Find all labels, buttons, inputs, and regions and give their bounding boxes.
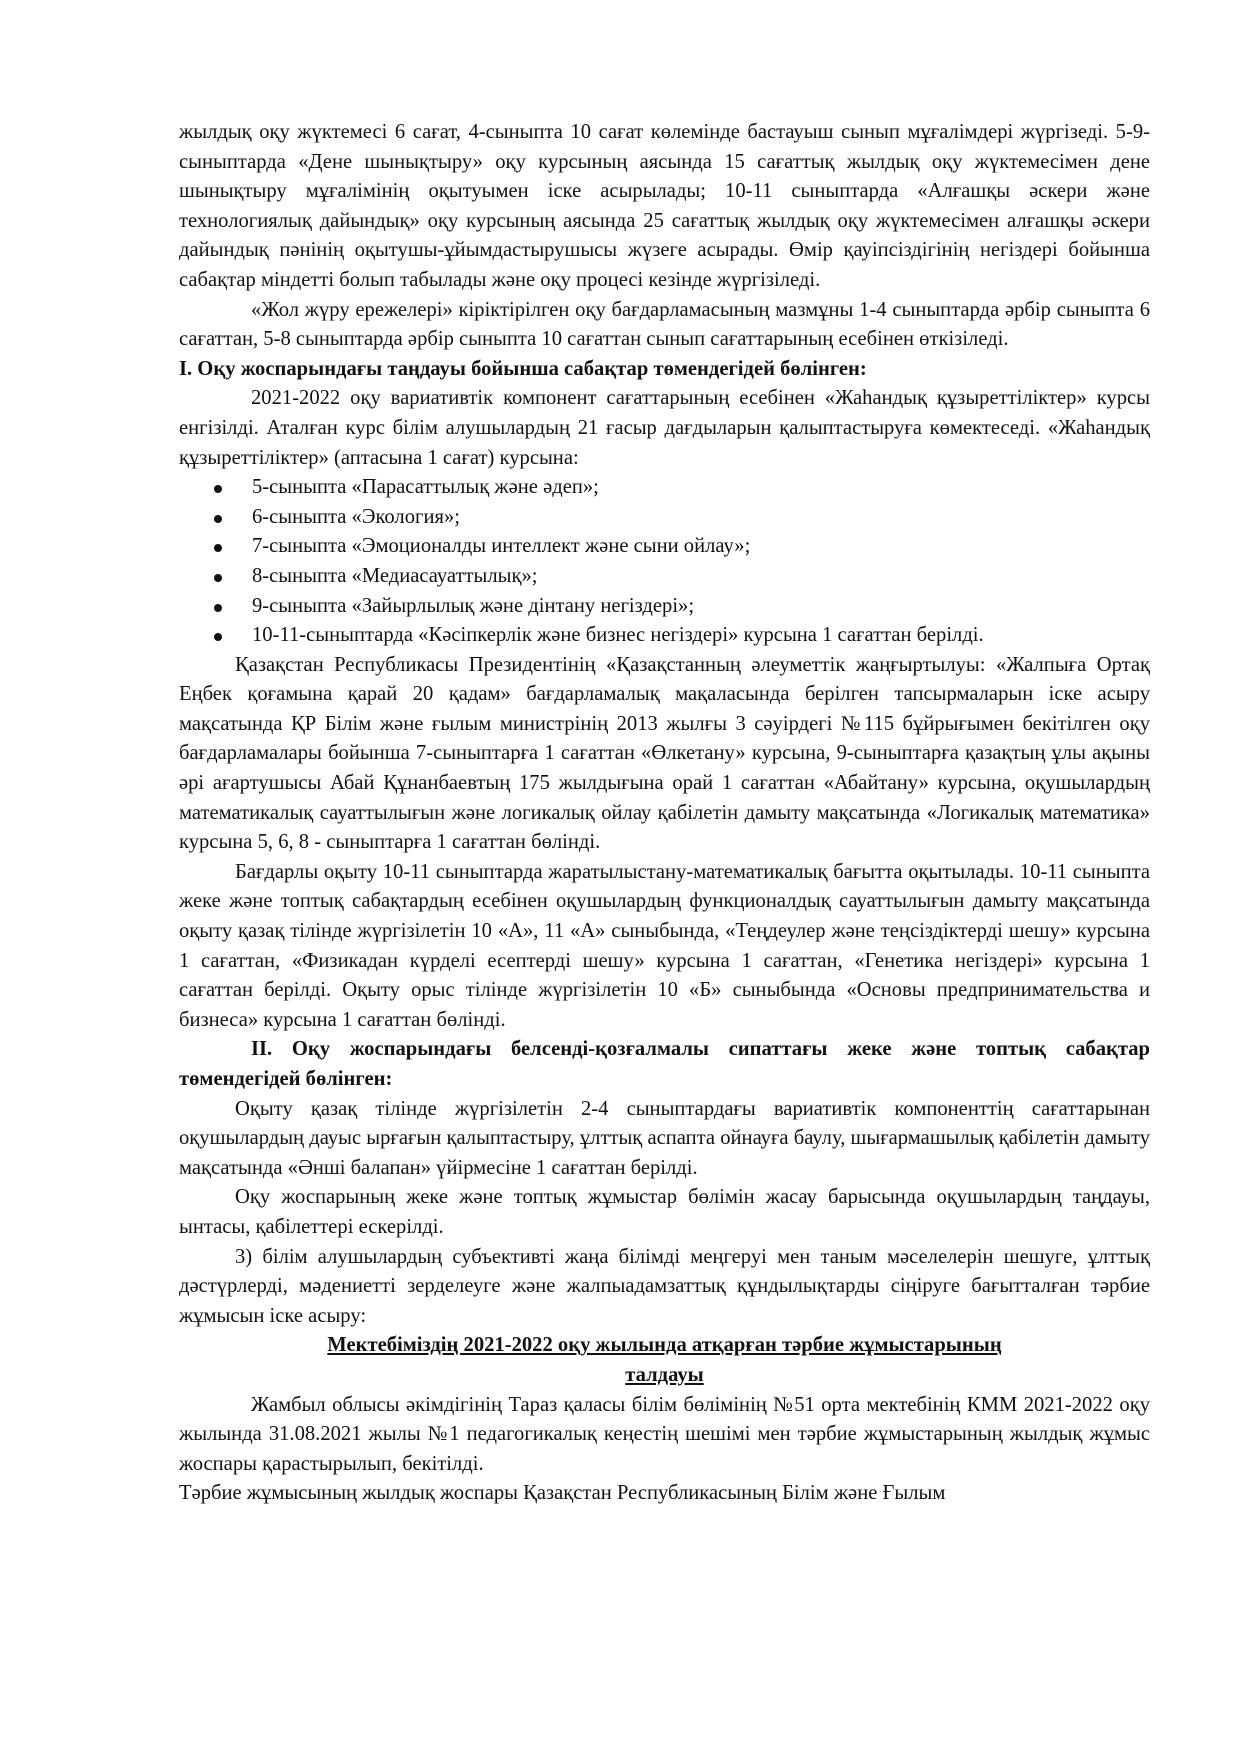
section-heading-elective: І. Оқу жоспарындағы таңдауы бойынша сабақтар төмендегідей бөлінген: — [179, 357, 867, 380]
section-title-analysis — [179, 1331, 1150, 1390]
bullet-icon — [214, 604, 222, 612]
section-title-line-2: талдауы — [625, 1363, 704, 1386]
paragraph-profile-education: Бағдарлы оқыту 10-11 сыныптарда жаратылыстану-математикалық бағытта оқытылады. 10-11 сыныпта жеке және топтық сабақтардың есебінен оқушылардың функционалдық сауаттылығын дамыту мақсатында оқыту қазақ тілінде жүргізілетін 10 «А», 11 «А» сыныбында, «Теңдеулер және теңсіздіктерді шешу» курсына 1 сағаттан, «Физикадан күрделі есептерді шешу» курсына 1 сағаттан, «Генетика негіздері» курсына 1 сағаттан берілді. Оқыту орыс тілінде жүргізілетін 10 «Б» сыныбында «Основы предпринимательства и бизнеса» курсына 1 сағаттан бөлінді. — [179, 860, 1150, 1031]
paragraph-physical-education: жылдық оқу жүктемесі 6 сағат, 4-сыныпта 10 сағат көлемінде бастауыш сынып мұғалімдері жүргізеді. 5-9-сыныптарда «Дене шынықтыру» оқу курсының аясында 15 сағаттық жылдық оқу жүктемесімен дене шынықтыру мұғалімінің оқытуымен іске асырылады; 10-11 сыныптарда «Алғашқы әскери және технологиялық дайындық» оқу курсының аясында 25 сағаттық жылдық оқу жүктемесімен алғашқы әскери дайындық пәнінің оқытушы-ұйымдастырушысы жүзеге асырады. Өмір қауіпсіздігінің негіздері бойынша сабақтар міндетті болып табылады және оқу процесі кезінде жүргізіледі. — [179, 121, 1150, 291]
paragraph-traffic-rules: «Жол жүру ережелері» кіріктірілген оқу бағдарламасының мазмұны 1-4 сыныптарда әрбір сыныпта 6 сағаттан, 5-8 сыныптарда әрбір сыныпта 10 сағаттан сынып сағаттарының есебінен өткізіледі. — [179, 298, 1150, 351]
section-title-line-1: Мектебіміздің 2021-2022 оқу жылында атқарған тәрбие жұмыстарының — [327, 1334, 1002, 1357]
paragraph-singing-club: Оқыту қазақ тілінде жүргізілетін 2-4 сыныптардағы вариативтік компоненттің сағаттарынан оқушылардың дауыс ырғағын қалыптастыру, ұлттық аспапта ойнауға баулу, шығармашылық қабілетін дамыту мақсатында «Әнші балапан» үйірмесіне 1 сағаттан берілді. — [179, 1097, 1150, 1179]
paragraph-president-program: Қазақстан Республикасы Президентінің «Қазақстанның әлеуметтік жаңғыртылуы: «Жалпыға Ортақ Еңбек қоғамына қарай 20 қадам» бағдарламалық мақаласында берілген тапсырмаларын іске асыру мақсатында ҚР Білім және ғылым министрінің 2013 жылғы 3 сәуірдегі №115 бұйрығымен бекітілген оқу бағдарламалары бойынша 7-сыныптарға 1 сағаттан «Өлкетану» курсына, 9-сыныптарға қазақтың ұлы ақыны әрі ағартушысы Абай Құнанбаевтың 175 жылдығына орай 1 сағаттан «Абайтану» курсына, оқушылардың математикалық сауаттылығын және логикалық ойлау қабілетін дамыту мақсатында «Логикалық математика» курсына 5, 6, 8 - сыныптарға 1 сағаттан бөлінді. — [179, 653, 1150, 854]
list-item-text: 7-сыныпта «Эмоционалды интеллект және сыни ойлау»; — [252, 535, 751, 558]
paragraph-upbringing-work: 3) білім алушылардың субъективті жаңа білімді меңгеруі мен таным мәселелерін шешуге, ұлттық дәстүрлерді, мәдениетті зерделеуге және жалпыадамзаттық құндылықтарды сіңіруге бағытталған тәрбие жұмысын іске асыру: — [179, 1245, 1150, 1327]
list-item-text: 5-сыныпта «Парасаттылық және әдеп»; — [252, 476, 599, 499]
bullet-icon — [214, 485, 222, 493]
list-item-text: 10-11-сыныптарда «Кәсіпкерлік және бизнес негіздері» курсына 1 сағаттан берілді. — [252, 624, 984, 647]
list-item-text: 8-сыныпта «Медиасауаттылық»; — [252, 564, 538, 587]
paragraph-individual-work: Оқу жоспарының жеке және топтық жұмыстар бөлімін жасау барысында оқушылардың таңдауы, ынтасы, қабілеттері ескерілді. — [179, 1186, 1150, 1238]
list-item — [179, 532, 1150, 562]
list-item — [179, 621, 1150, 651]
list-item-text: 6-сыныпта «Экология»; — [252, 505, 460, 528]
bullet-icon — [214, 633, 222, 641]
list-item — [179, 473, 1150, 503]
bullet-icon — [214, 574, 222, 582]
bullet-icon — [214, 544, 222, 552]
paragraph-school-plan: Жамбыл облысы әкімдігінің Тараз қаласы білім бөлімінің №51 орта мектебінің КММ 2021-2022 оқу жылында 31.08.2021 жылы №1 педагогикалық кеңестің шешімі мен тәрбие жұмыстарының жылдық жұмыс жоспары қарастырылып, бекітілді. — [179, 1393, 1150, 1475]
bullet-icon — [214, 515, 222, 523]
paragraph-annual-plan: Тәрбие жұмысының жылдық жоспары Қазақстан Республикасының Білім және Ғылым — [179, 1482, 946, 1505]
document-body — [179, 118, 1150, 1509]
section-heading-active-lessons: ІІ. Оқу жоспарындағы белсенді-қозғалмалы сипаттағы жеке және топтық сабақтар төмендегідей бөлінген: — [179, 1038, 1150, 1090]
list-item — [179, 592, 1150, 622]
course-list — [179, 473, 1150, 651]
list-item-text: 9-сыныпта «Зайырлылық және дінтану негіздері»; — [252, 594, 695, 617]
list-item — [179, 562, 1150, 592]
paragraph-global-competencies: 2021-2022 оқу вариативтік компонент сағаттарының есебінен «Жаһандық құзыреттіліктер» курсы енгізілді. Аталған курс білім алушылардың 21 ғасыр дағдыларын қалыптастыруға көмектеседі. «Жаһандық құзыреттіліктер» (аптасына 1 сағат) курсына: — [179, 387, 1150, 469]
list-item — [179, 503, 1150, 533]
